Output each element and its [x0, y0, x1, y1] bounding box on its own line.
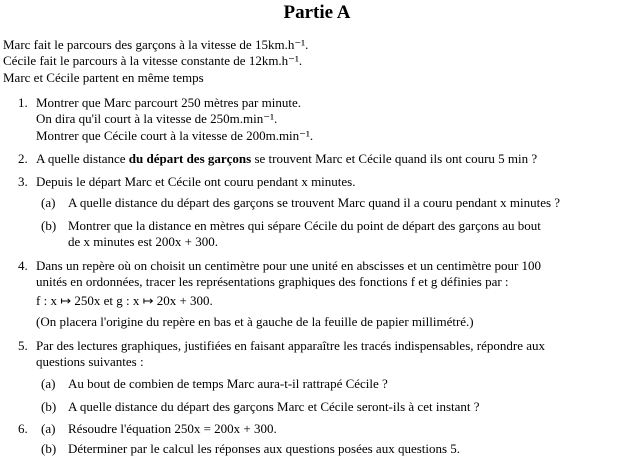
- item-4-line-2: unités en ordonnées, tracer les représentations graphiques des fonctions f et g définies par :: [36, 274, 509, 289]
- item-1-line-1: Montrer que Marc parcourt 250 mètres par minute.: [36, 95, 301, 110]
- item-5b-text: A quelle distance du départ des garçons Marc et Cécile seront-ils à cet instant ?: [68, 399, 480, 414]
- item-1-line-2: On dira qu'il court à la vitesse de 250m.min⁻¹.: [36, 111, 278, 126]
- item-2-text: [36, 151, 537, 167]
- item-4-line-1: Dans un repère où on choisit un centimètre pour une unité en abscisses et un centimètre pour 100: [36, 258, 542, 273]
- intro-line-2: Cécile fait le parcours à la vitesse constante de 12km.h⁻¹.: [3, 53, 303, 68]
- item-6a-label: (a): [41, 421, 56, 436]
- item-6b-text: Déterminer par le calcul les réponses aux questions posées aux questions 5.: [68, 441, 461, 456]
- item-3-number: 3.: [18, 174, 28, 189]
- item-1-number: 1.: [18, 95, 28, 110]
- intro-line-3: Marc et Cécile partent en même temps: [3, 70, 204, 85]
- intro-line-1: Marc fait le parcours des garçons à la vitesse de 15km.h⁻¹.: [3, 37, 309, 52]
- item-5-line-2: questions suivantes :: [36, 354, 144, 369]
- item-2-text-post: se trouvent Marc et Cécile quand ils ont couru 5 min ?: [251, 151, 538, 166]
- item-3b-line-1: Montrer que la distance en mètres qui sépare Cécile du point de départ des garçons au bout: [68, 218, 541, 233]
- section-title: Partie A: [283, 2, 351, 23]
- item-6a-text: Résoudre l'équation 250x = 200x + 300.: [68, 421, 277, 436]
- item-3b-label: (b): [41, 218, 57, 233]
- item-4-line-3: f : x ↦ 250x et g : x ↦ 20x + 300.: [36, 293, 213, 308]
- item-6-number: 6.: [18, 421, 28, 436]
- item-3-text: Depuis le départ Marc et Cécile ont couru pendant x minutes.: [36, 174, 356, 189]
- item-3a-label: (a): [41, 195, 56, 210]
- item-5a-label: (a): [41, 376, 56, 391]
- item-4-line-4: (On placera l'origine du repère en bas et à gauche de la feuille de papier millimétré.): [36, 314, 474, 329]
- item-5-line-1: Par des lectures graphiques, justifiées en faisant apparaître les tracés indispensables, répondre aux: [36, 338, 545, 353]
- item-1-line-3: Montrer que Cécile court à la vitesse de 200m.min⁻¹.: [36, 128, 314, 143]
- item-2-number: 2.: [18, 151, 28, 166]
- item-3b-line-2: de x minutes est 200x + 300.: [68, 234, 218, 249]
- item-5-number: 5.: [18, 338, 28, 353]
- item-5b-label: (b): [41, 399, 57, 414]
- item-3a-text: A quelle distance du départ des garçons se trouvent Marc quand il a couru pendant x minutes ?: [68, 195, 561, 210]
- item-6b-label: (b): [41, 441, 57, 456]
- item-2-text-pre: A quelle distance: [36, 151, 129, 166]
- item-2-text-bold: du départ des garçons: [128, 151, 252, 166]
- item-5a-text: Au bout de combien de temps Marc aura-t-il rattrapé Cécile ?: [68, 376, 388, 391]
- item-4-number: 4.: [18, 258, 28, 273]
